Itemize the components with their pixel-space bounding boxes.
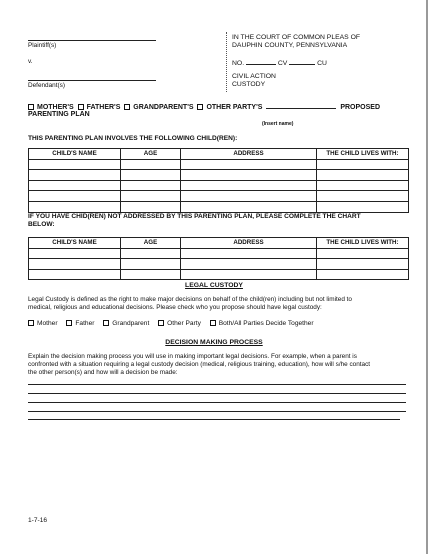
- fathers-label: FATHER'S: [86, 104, 121, 111]
- insert-name-hint: (Insert name): [262, 121, 294, 127]
- table-cell[interactable]: [121, 170, 181, 181]
- table-cell[interactable]: [181, 191, 317, 202]
- table-header-row: [29, 149, 409, 160]
- col-lives-with: THE CHILD LIVES WITH:: [317, 238, 409, 249]
- table-row: [29, 191, 409, 202]
- plaintiff-line[interactable]: [28, 40, 156, 41]
- court-name-line2: DAUPHIN COUNTY, PENNSYLVANIA: [232, 42, 348, 49]
- answer-line[interactable]: [28, 393, 406, 394]
- father-checkbox[interactable]: [66, 320, 72, 326]
- table-cell[interactable]: [121, 201, 181, 212]
- mother-option-label: Mother: [37, 320, 58, 327]
- option-both-all[interactable]: [210, 320, 314, 328]
- mothers-label: MOTHER'S: [37, 104, 74, 111]
- caption-divider: [226, 32, 227, 92]
- answer-line[interactable]: [28, 419, 400, 420]
- table-cell[interactable]: [181, 201, 317, 212]
- plan-title-line2: PARENTING PLAN: [28, 111, 90, 118]
- docket-no-field[interactable]: [246, 59, 276, 65]
- option-other-party[interactable]: [158, 320, 201, 328]
- table-cell[interactable]: [317, 248, 409, 259]
- other-party-checkbox[interactable]: [158, 320, 164, 326]
- table-cell[interactable]: [181, 248, 317, 259]
- col-address: ADDRESS: [181, 238, 317, 249]
- decision-making-text-line3: the other person(s) and how will a decision be made:: [28, 369, 178, 376]
- other-party-option-label: Other Party: [167, 320, 201, 327]
- table-row: [29, 180, 409, 191]
- option-father[interactable]: [66, 320, 94, 328]
- section2-heading-line1: IF YOU HAVE CHID(REN) NOT ADDRESSED BY THIS PARENTING PLAN, PLEASE COMPLETE THE CHART: [28, 213, 361, 220]
- col-address: ADDRESS: [181, 149, 317, 160]
- legal-custody-options: [28, 320, 321, 328]
- defendant-label: Defendant(s): [28, 82, 65, 89]
- table-cell[interactable]: [181, 170, 317, 181]
- table-cell[interactable]: [29, 201, 121, 212]
- both-all-option-label: Both/All Parties Decide Together: [218, 320, 314, 327]
- table-cell[interactable]: [121, 269, 181, 280]
- table-cell[interactable]: [29, 248, 121, 259]
- table-cell[interactable]: [317, 201, 409, 212]
- other-partys-label: OTHER PARTY'S: [206, 104, 263, 111]
- custody-label: CUSTODY: [232, 81, 266, 88]
- docket-cv-label: CV: [277, 60, 288, 67]
- col-lives-with: THE CHILD LIVES WITH:: [317, 149, 409, 160]
- table-cell[interactable]: [121, 259, 181, 270]
- docket-no-label: NO.: [232, 60, 245, 67]
- civil-action-label: CIVIL ACTION: [232, 73, 276, 80]
- col-age: AGE: [121, 238, 181, 249]
- docket-number: [232, 59, 327, 68]
- father-option-label: Father: [75, 320, 95, 327]
- other-party-name-field[interactable]: [266, 103, 336, 109]
- table-cell[interactable]: [181, 259, 317, 270]
- table-cell[interactable]: [29, 259, 121, 270]
- mother-checkbox[interactable]: [28, 320, 34, 326]
- plaintiff-label: Plaintiff(s): [28, 42, 57, 49]
- table-cell[interactable]: [29, 170, 121, 181]
- table-row: [29, 201, 409, 212]
- table-row: [29, 248, 409, 259]
- table-cell[interactable]: [121, 180, 181, 191]
- legal-custody-text-line1: Legal Custody is defined as the right to make major decisions on behalf of the child(ren) including but not limited to: [28, 296, 352, 303]
- grandparents-checkbox[interactable]: [124, 104, 130, 110]
- section2-heading-line2: BELOW:: [28, 221, 55, 228]
- table-row: [29, 159, 409, 170]
- decision-making-text-line2: confronted with a situation requiring a legal custody decision (medical, religious training, education), how will s/he contact: [28, 361, 371, 368]
- table-cell[interactable]: [181, 180, 317, 191]
- other-children-table: [28, 237, 409, 280]
- table-cell[interactable]: [317, 191, 409, 202]
- decision-making-heading: DECISION MAKING PROCESS: [165, 339, 263, 346]
- section1-heading: THIS PARENTING PLAN INVOLVES THE FOLLOWING CHILD(REN):: [28, 135, 238, 142]
- col-age: AGE: [121, 149, 181, 160]
- legal-custody-text-line2: medical, religious and educational decisions. Please check who you propose should have legal custody:: [28, 304, 322, 311]
- footer-revision-date: 1-7-16: [28, 517, 48, 524]
- col-childs-name: CHILD'S NAME: [29, 149, 121, 160]
- versus-label: v.: [28, 58, 33, 65]
- grandparent-checkbox[interactable]: [103, 320, 109, 326]
- mothers-checkbox[interactable]: [28, 104, 34, 110]
- grandparent-option-label: Grandparent: [112, 320, 150, 327]
- fathers-checkbox[interactable]: [78, 104, 84, 110]
- option-mother[interactable]: [28, 320, 58, 328]
- answer-line[interactable]: [28, 384, 406, 385]
- table-cell[interactable]: [121, 191, 181, 202]
- col-childs-name: CHILD'S NAME: [29, 238, 121, 249]
- proposed-label: PROPOSED: [340, 104, 381, 111]
- table-cell[interactable]: [29, 191, 121, 202]
- table-cell[interactable]: [317, 269, 409, 280]
- table-cell[interactable]: [317, 159, 409, 170]
- table-cell[interactable]: [317, 170, 409, 181]
- table-cell[interactable]: [121, 159, 181, 170]
- answer-line[interactable]: [28, 402, 406, 403]
- table-row: [29, 259, 409, 270]
- answer-line[interactable]: [28, 411, 406, 412]
- option-grandparent[interactable]: [103, 320, 149, 328]
- docket-cu-label: CU: [317, 60, 327, 67]
- table-header-row: [29, 238, 409, 249]
- table-row: [29, 269, 409, 280]
- children-table: [28, 148, 409, 213]
- decision-making-text-line1: Explain the decision making process you will use in making important legal decisions. For example, when a parent is: [28, 353, 357, 360]
- table-cell[interactable]: [29, 159, 121, 170]
- table-cell[interactable]: [317, 259, 409, 270]
- table-cell[interactable]: [181, 269, 317, 280]
- court-name-line1: IN THE COURT OF COMMON PLEAS OF: [232, 34, 361, 41]
- table-cell[interactable]: [29, 269, 121, 280]
- table-cell[interactable]: [29, 180, 121, 191]
- other-partys-checkbox[interactable]: [197, 104, 203, 110]
- defendant-line[interactable]: [28, 80, 156, 81]
- table-row: [29, 170, 409, 181]
- both-all-checkbox[interactable]: [210, 320, 216, 326]
- docket-cv-field[interactable]: [289, 59, 315, 65]
- table-cell[interactable]: [121, 248, 181, 259]
- grandparents-label: GRANDPARENT'S: [133, 104, 194, 111]
- legal-custody-heading: LEGAL CUSTODY: [185, 282, 243, 289]
- table-cell[interactable]: [317, 180, 409, 191]
- table-cell[interactable]: [181, 159, 317, 170]
